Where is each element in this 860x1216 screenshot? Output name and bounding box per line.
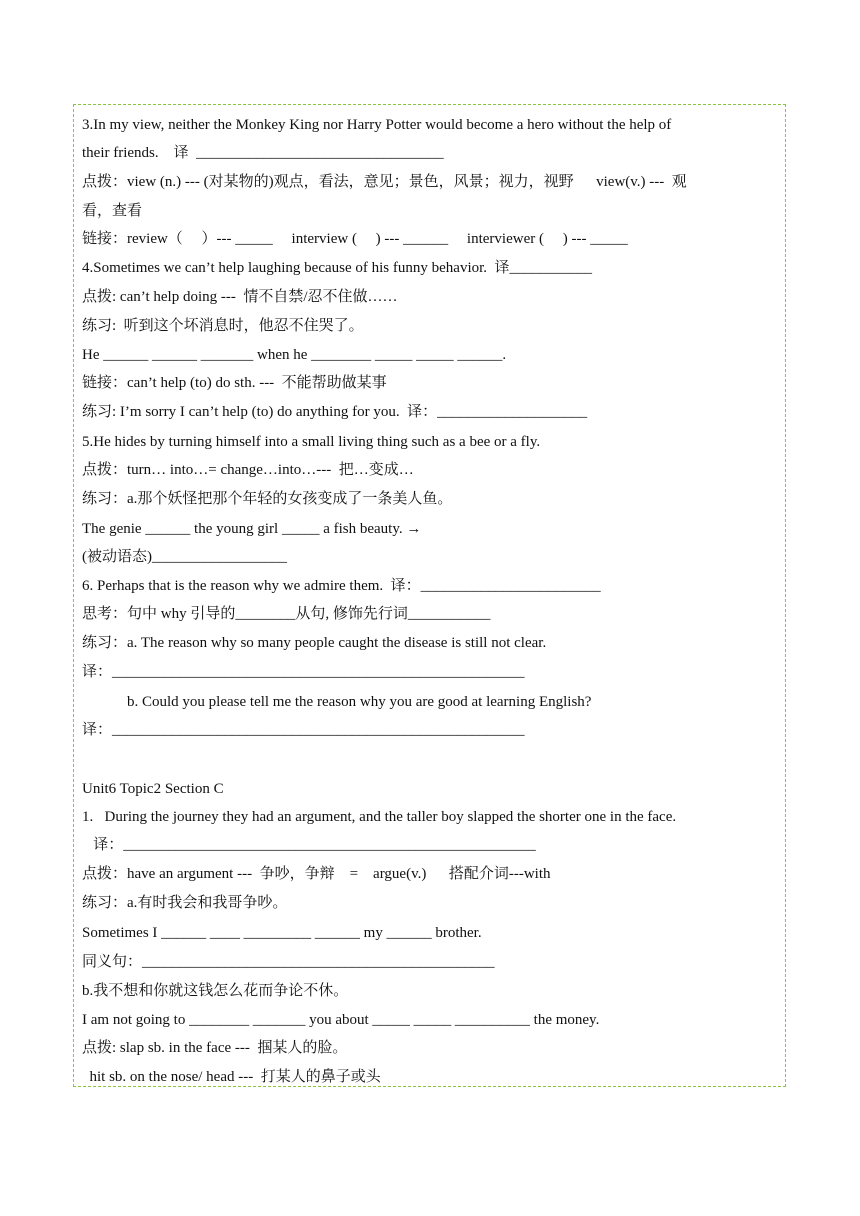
text-line: 练习: I’m sorry I can’t help (to) do anything for you. 译：____________________ <box>82 404 588 420</box>
text-line: 练习：a. The reason why so many people caught the disease is still not clear. <box>82 635 547 651</box>
text-line: 译：_______________________________________________________ <box>82 722 525 738</box>
text-line: Sometimes I ______ ____ _________ ______ my ______ brother. <box>82 925 482 941</box>
text-line: their friends. 译 _________________________________ <box>82 145 444 161</box>
text-line: The genie ______ the young girl _____ a fish beauty. → <box>82 521 422 537</box>
text-line: 练习：a.有时我会和我哥争吵。 <box>82 895 288 911</box>
text-line: 点拨：have an argument --- 争吵，争辩 = argue(v.) 搭配介词---with <box>82 866 551 882</box>
text-line: 看，查看 <box>82 203 143 219</box>
text-line: 点拨：view (n.) --- (对某物的)观点，看法，意见；景色，风景；视力，视野 view(v.) --- 观 <box>82 174 687 190</box>
text-line: 链接：review（ ）--- _____ interview ( ) --- ______ interviewer ( ) --- _____ <box>82 231 628 247</box>
text-line: 3.In my view, neither the Monkey King nor Harry Potter would become a hero without the help of <box>82 117 672 133</box>
text-line: hit sb. on the nose/ head --- 打某人的鼻子或头 <box>82 1069 381 1085</box>
text-line: 1. During the journey they had an argument, and the taller boy slapped the shorter one in the face. <box>82 809 677 825</box>
text-line: 6. Perhaps that is the reason why we admire them. 译：________________________ <box>82 578 601 594</box>
text-line: 点拨: can’t help doing --- 情不自禁/忍不住做…… <box>82 289 398 305</box>
text-line: 同义句：_______________________________________________ <box>82 954 495 970</box>
text-line: 链接：can’t help (to) do sth. --- 不能帮助做某事 <box>82 375 387 391</box>
section-heading: Unit6 Topic2 Section C <box>82 781 224 797</box>
text-line: 译：_______________________________________________________ <box>82 664 525 680</box>
text-line: b.我不想和你就这钱怎么花而争论不休。 <box>82 983 349 999</box>
text-line: He ______ ______ _______ when he ________ _____ _____ ______. <box>82 347 507 363</box>
text-line: 译：_______________________________________________________ <box>82 837 536 853</box>
text-line: (被动语态)__________________ <box>82 549 287 565</box>
text-line: b. Could you please tell me the reason why you are good at learning English? <box>82 694 592 710</box>
text-line: 练习: 听到这个坏消息时，他忍不住哭了。 <box>82 318 364 334</box>
text-line: 5.He hides by turning himself into a small living thing such as a bee or a fly. <box>82 434 541 450</box>
text-line: 点拨：turn… into…= change…into…--- 把…变成… <box>82 462 414 478</box>
text-line: 练习：a.那个妖怪把那个年轻的女孩变成了一条美人鱼。 <box>82 491 453 507</box>
text-line: 思考：句中 why 引导的________从句, 修饰先行词___________ <box>82 606 491 622</box>
text-line: 点拨: slap sb. in the face --- 掴某人的脸。 <box>82 1040 348 1056</box>
text-line: I am not going to ________ _______ you about _____ _____ __________ the money. <box>82 1012 600 1028</box>
text-line: 4.Sometimes we can’t help laughing because of his funny behavior. 译___________ <box>82 260 593 276</box>
